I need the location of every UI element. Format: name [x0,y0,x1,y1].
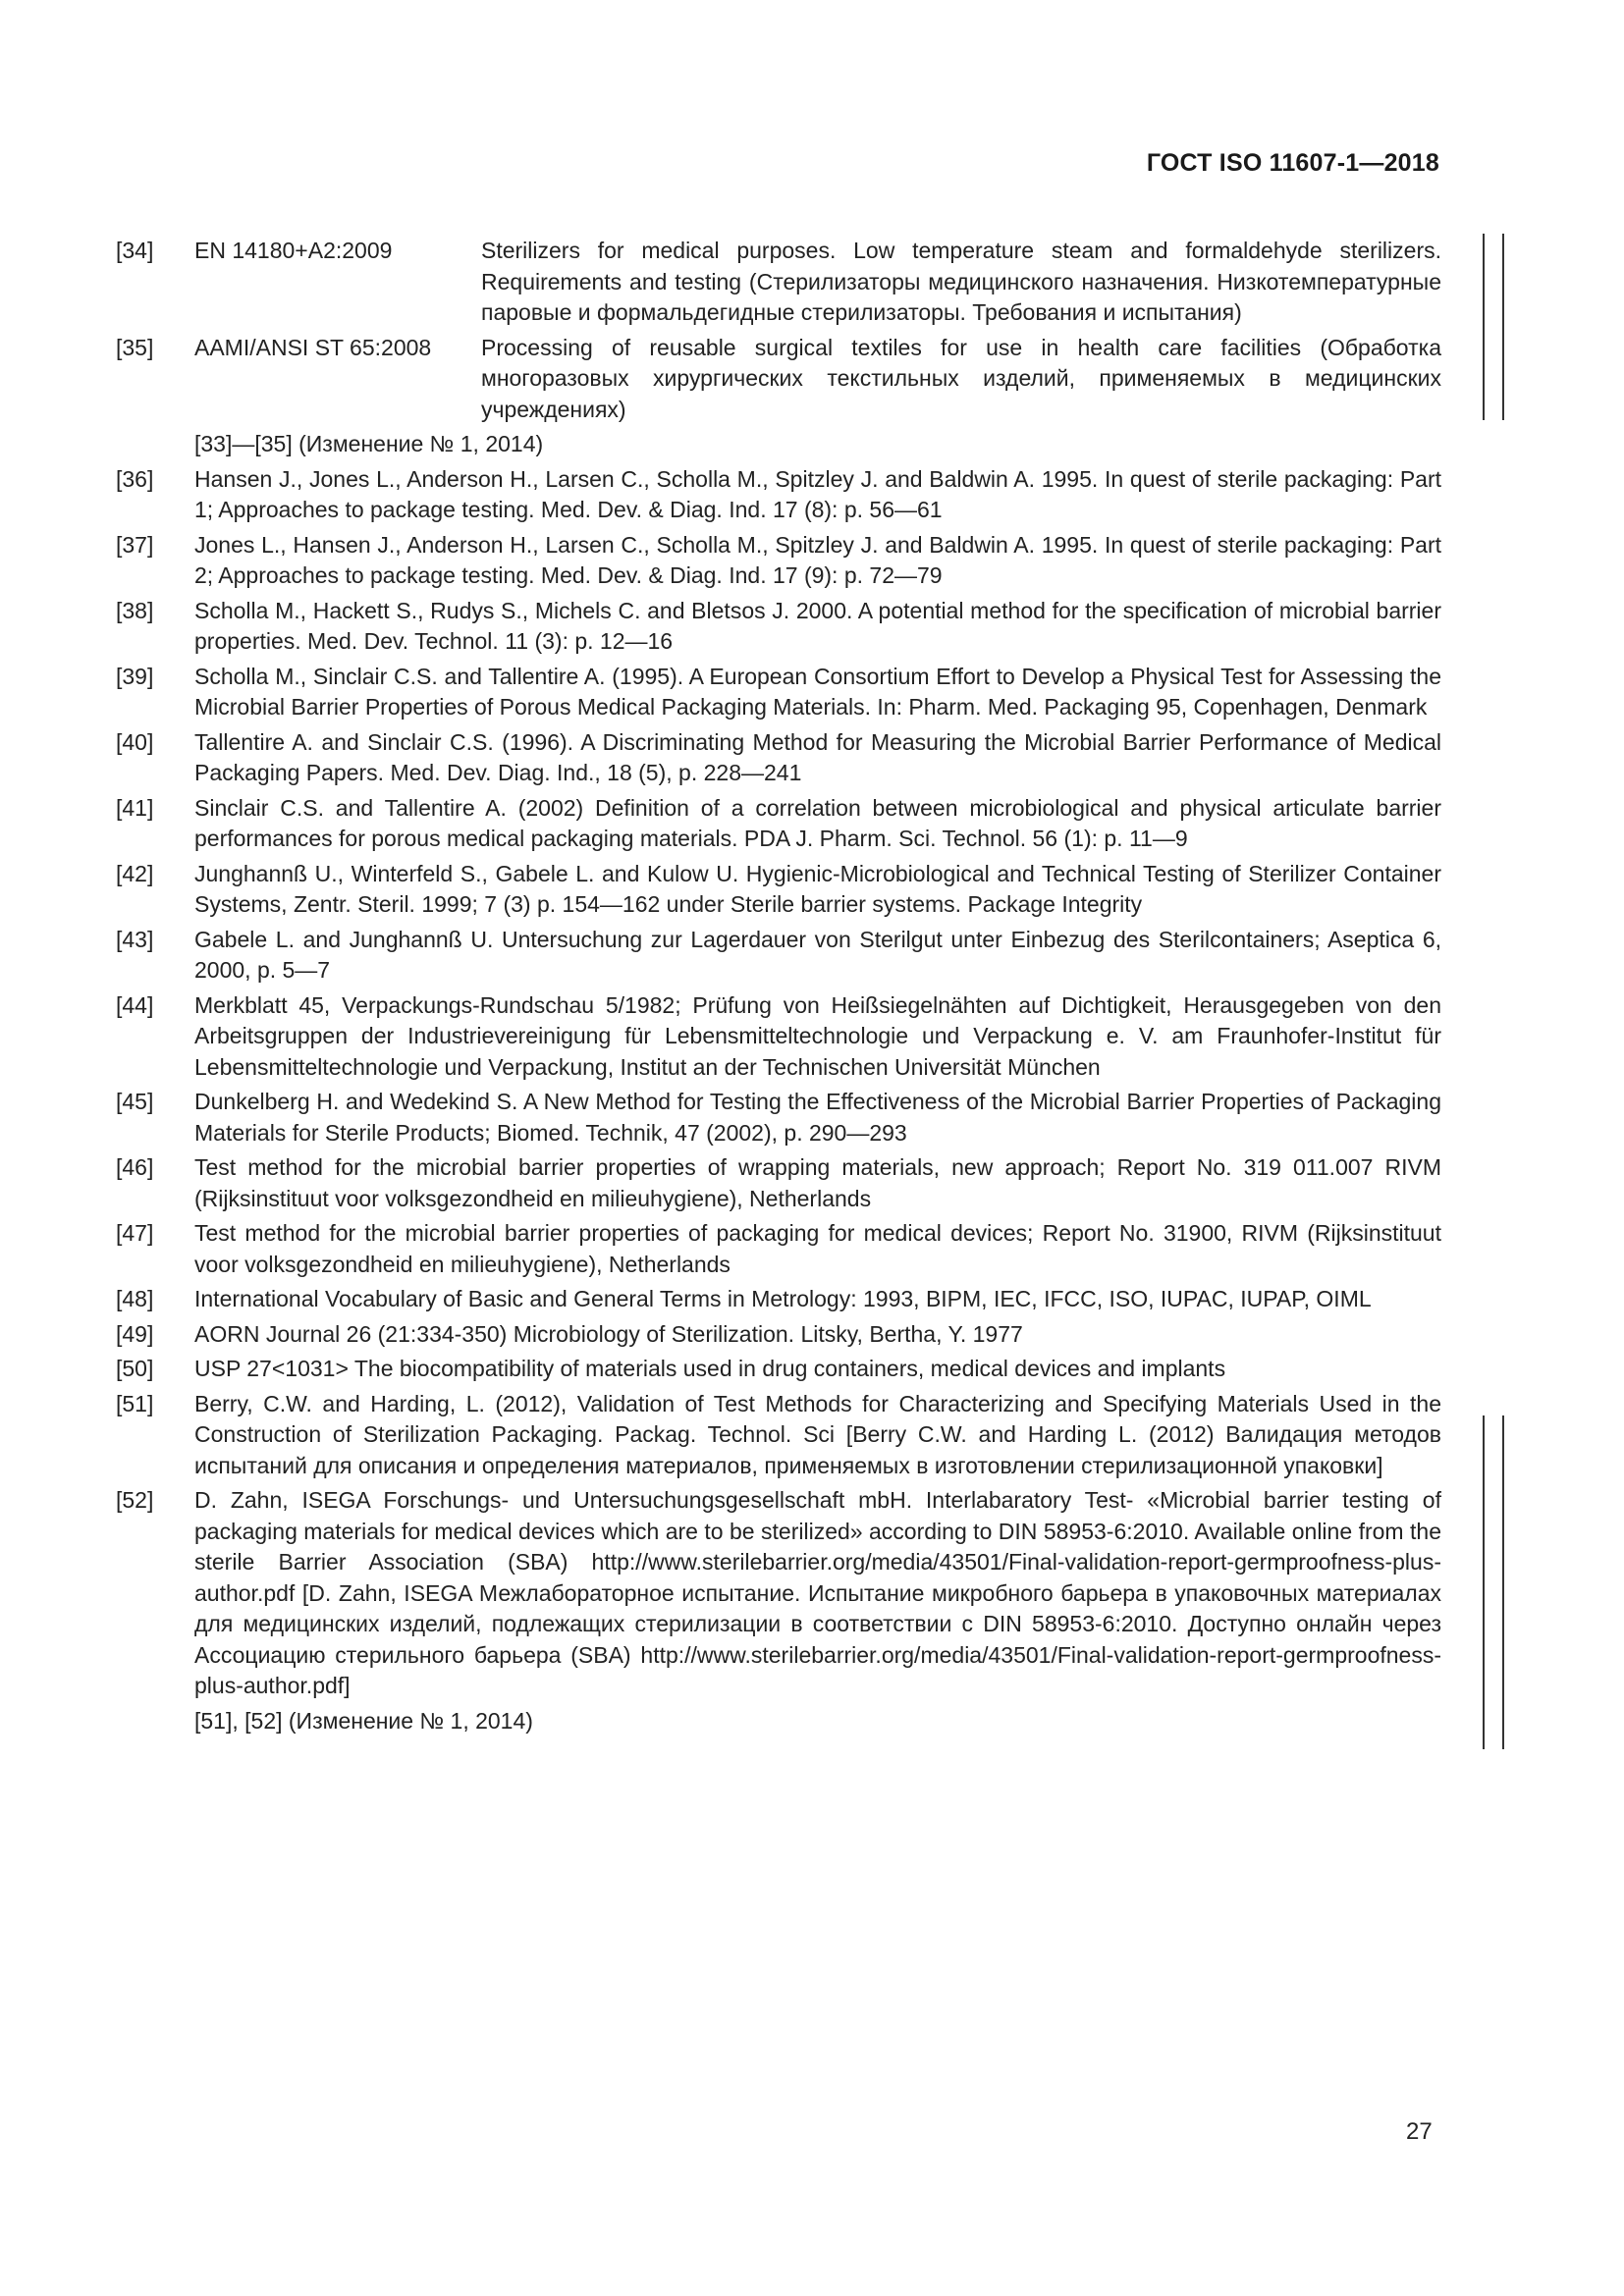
reference-text: Gabele L. and Junghannß U. Untersuchung zur Lagerdauer von Sterilgut unter Einbezug des Sterilcontainers; Aseptica 6, 2000, p. 5—7 [194,926,1441,983]
page-number: 27 [1406,2118,1433,2145]
reference-text: Processing of reusable surgical textiles for use in health care facilities (Обработка многоразовых хирургических текстильных изделий, применяемых в медицинских учреждениях) [481,334,1441,422]
reference-item [116,1354,1441,1385]
amendment-note: [33]—[35] (Изменение № 1, 2014) [194,431,544,456]
reference-text: D. Zahn, ISEGA Forschungs- und Untersuchungsgesellschaft mbH. Interlabaratory Test- «Microbial barrier testing of packaging materials for medical devices which are to be sterilized» according to DIN 58953-6:2010. Available online from the sterile Barrier Association (SBA) http://www.sterilebarrier.org/media/43501/Final-validation-report-germproofness-plus-author.pdf [D. Zahn, ISEGA Межлабораторное испытание. Испытание микробного барьера в упаковочных материалах для медицинских изделий, подлежащих стерилизации в соответствии с DIN 58953-6:2010. Доступно онлайн через Ассоциацию стерильного барьера (SBA) http://www.sterilebarrier.org/media/43501/Final-validation-report-germproofness-plus-author.pdf] [194,1487,1441,1698]
reference-number: [36] [116,465,154,492]
reference-item [116,727,1441,789]
reference-text: International Vocabulary of Basic and General Terms in Metrology: 1993, BIPM, IEC, IFCC, ISO, IUPAC, IUPAP, OIML [194,1286,1372,1311]
reference-item [116,662,1441,723]
reference-text: Junghannß U., Winterfeld S., Gabele L. and Kulow U. Hygienic-Microbiological and Technical Testing of Sterilizer Container Systems, Zentr. Steril. 1999; 7 (3) p. 154—162 under Sterile barrier systems. Package Integrity [194,860,1441,917]
reference-item [116,1284,1441,1315]
reference-text: Dunkelberg H. and Wedekind S. A New Method for Testing the Effectiveness of the Microbial Barrier Properties of Packaging Materials for Sterile Products; Biomed. Technik, 47 (2002), p. 290—293 [194,1089,1441,1146]
reference-number: [46] [116,1154,154,1180]
reference-number: [40] [116,728,154,755]
reference-code: AAMI/ANSI ST 65:2008 [194,334,432,360]
reference-item [116,1152,1441,1214]
reference-item [116,990,1441,1084]
reference-text: Scholla M., Sinclair C.S. and Tallentire A. (1995). A European Consortium Effort to Develop a Physical Test for Assessing the Microbial Barrier Properties of Porous Medical Packaging Materials. In: Pharm. Med. Packaging 95, Copenhagen, Denmark [194,663,1441,720]
reference-number: [35] [116,334,154,360]
reference-text: Test method for the microbial barrier properties of wrapping materials, new approach; Report No. 319 011.007 RIVM (Rijksinstituut voor volksgezondheid en milieuhygiene), Netherlands [194,1154,1441,1211]
reference-number: [47] [116,1220,154,1246]
reference-item [116,236,1441,329]
reference-number: [45] [116,1089,154,1114]
reference-text: Scholla M., Hackett S., Rudys S., Michels C. and Bletsos J. 2000. A potential method for the specification of microbial barrier properties. Med. Dev. Technol. 11 (3): p. 12—16 [194,597,1441,654]
reference-number: [34] [116,238,154,263]
reference-item [116,1319,1441,1351]
reference-item [116,530,1441,592]
reference-item [116,859,1441,921]
reference-item [116,1485,1441,1702]
reference-item [116,1087,1441,1148]
reference-number: [42] [116,860,154,886]
reference-item [116,793,1441,855]
reference-item [116,596,1441,658]
reference-number: [38] [116,597,154,623]
reference-number: [48] [116,1286,154,1311]
reference-number: [52] [116,1487,154,1513]
reference-text: Merkblatt 45, Verpackungs-Rundschau 5/1982; Prüfung von Heißsiegelnähten auf Dichtigkeit, Herausgegeben von den Arbeitsgruppen der Industrievereinigung für Lebensmitteltechnologie und Verpackung e. V. am Fraunhofer-Institut für Lebensmitteltechnologie und Verpackung, Institut an der Technischen Universität München [194,991,1441,1080]
reference-number: [51] [116,1390,154,1416]
reference-number: [50] [116,1356,154,1381]
reference-number: [44] [116,991,154,1018]
reference-code: EN 14180+A2:2009 [194,238,393,263]
reference-number: [43] [116,926,154,952]
reference-text: AORN Journal 26 (21:334-350) Microbiology of Sterilization. Litsky, Bertha, Y. 1977 [194,1320,1023,1347]
reference-number: [37] [116,531,154,558]
change-bar [1483,234,1485,420]
reference-number: [39] [116,663,154,689]
document-standard-header: ГОСТ ISO 11607-1—2018 [1146,149,1439,177]
change-bar [1502,234,1504,420]
reference-text: Jones L., Hansen J., Anderson H., Larsen C., Scholla M., Spitzley J. and Baldwin A. 1995. In quest of sterile packaging: Part 2; Approaches to package testing. Med. Dev. & Diag. Ind. 17 (9): p. 72—79 [194,531,1441,588]
reference-text: Sinclair C.S. and Tallentire A. (2002) Definition of a correlation between microbiological and physical articulate barrier performances for porous medical packaging materials. PDA J. Pharm. Sci. Technol. 56 (1): p. 11—9 [194,794,1441,851]
reference-number: [49] [116,1320,154,1347]
reference-text: Berry, C.W. and Harding, L. (2012), Validation of Test Methods for Characterizing and Specifying Materials Used in the Construction of Sterilization Packaging. Packag. Technol. Sci [Berry C.W. and Harding L. (2012) Валидация методов испытаний для описания и определения материалов, применяемых в изготовлении стерилизационной упаковки] [194,1390,1441,1478]
reference-item [116,333,1441,426]
reference-item [116,925,1441,987]
change-bar [1483,1415,1485,1749]
reference-item [116,1389,1441,1482]
reference-text: Tallentire A. and Sinclair C.S. (1996). A Discriminating Method for Measuring the Microbial Barrier Performance of Medical Packaging Papers. Med. Dev. Diag. Ind., 18 (5), p. 228—241 [194,728,1441,785]
reference-number: [41] [116,794,154,821]
amendment-note: [51], [52] (Изменение № 1, 2014) [194,1707,533,1734]
reference-text: Test method for the microbial barrier properties of packaging for medical devices; Report No. 31900, RIVM (Rijksinstituut voor volksgezondheid en milieuhygiene), Netherlands [194,1220,1441,1277]
reference-item [116,1218,1441,1280]
reference-text: USP 27<1031> The biocompatibility of materials used in drug containers, medical devices and implants [194,1356,1226,1381]
reference-text: Hansen J., Jones L., Anderson H., Larsen C., Scholla M., Spitzley J. and Baldwin A. 1995. In quest of sterile packaging: Part 1; Approaches to package testing. Med. Dev. & Diag. Ind. 17 (8): p. 56—61 [194,465,1441,522]
bibliography [116,236,1441,1740]
reference-text: Sterilizers for medical purposes. Low temperature steam and formaldehyde sterilizers. Requirements and testing (Стерилизаторы медицинского назначения. Низкотемпературные паровые и формальдегидные стерилизаторы. Требования и испытания) [481,238,1441,325]
reference-item [116,464,1441,526]
change-bar [1502,1415,1504,1749]
